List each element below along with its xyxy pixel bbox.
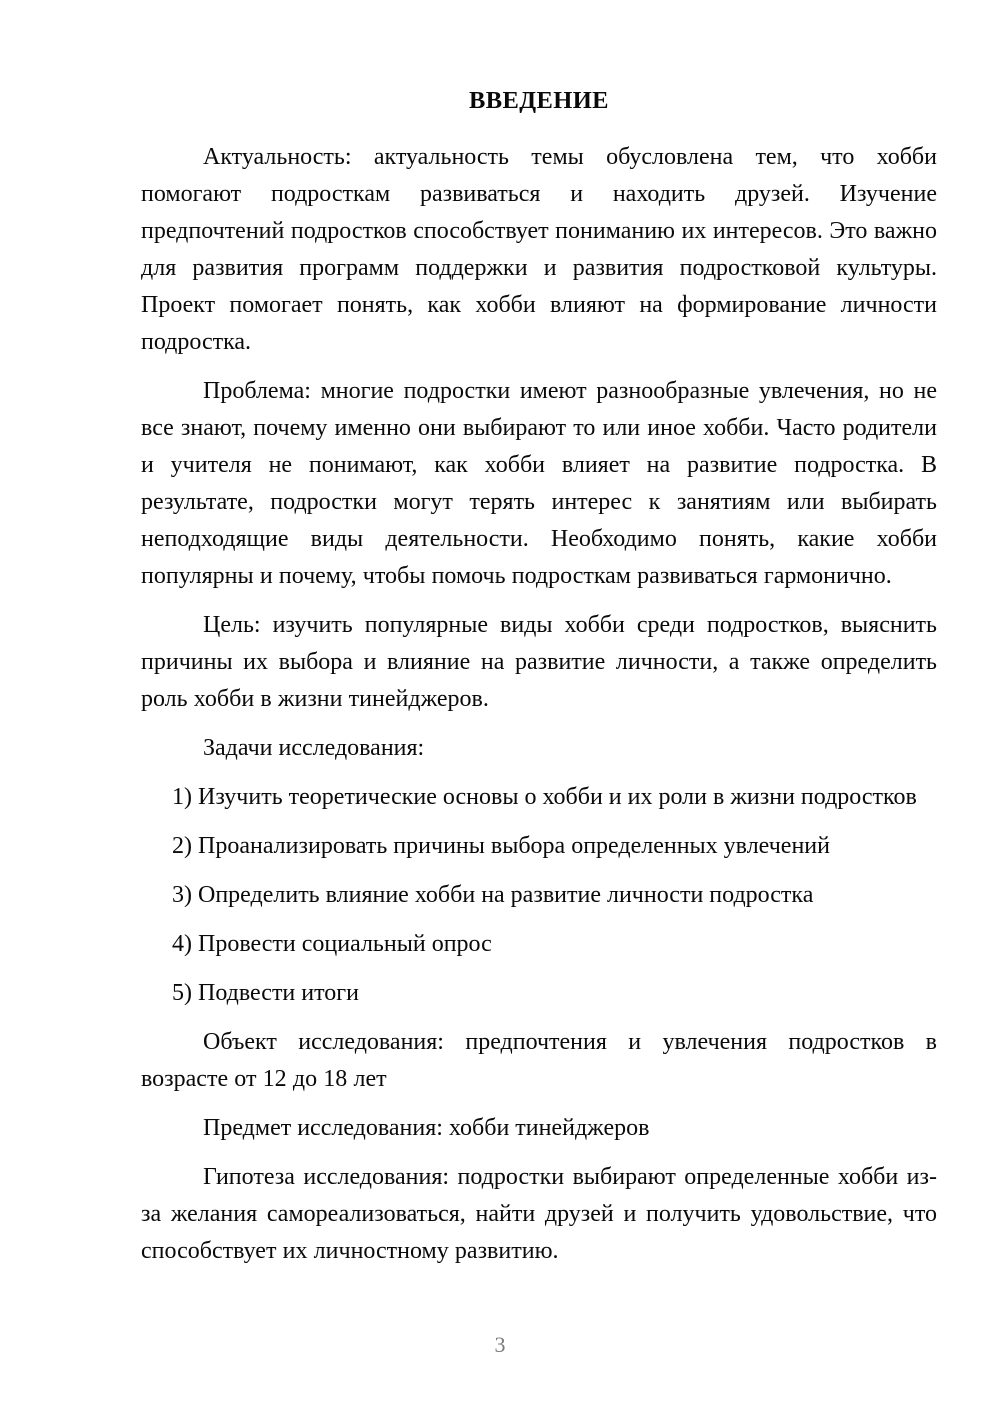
paragraph-subject: Предмет исследования: хобби тинейджеров <box>203 1114 650 1141</box>
list-item: 1) Изучить теоретические основы о хобби и их роли в жизни подростков <box>172 783 917 810</box>
paragraph-object: Объект исследования: предпочтения и увлечения подростков в возрасте от 12 до 18 лет <box>141 1028 937 1092</box>
page-number: 3 <box>494 1332 506 1357</box>
paragraph-goal: Цель: изучить популярные виды хобби среди подростков, выяснить причины их выбора и влияние на развитие личности, а также определить роль хобби в жизни тинейджеров. <box>141 611 937 712</box>
paragraph-problem: Проблема: многие подростки имеют разнообразные увлечения, но не все знают, почему именно они выбирают то или иное хобби. Часто родители и учителя не понимают, как хобби влияет на развитие подростка. В результате, подростки могут терять интерес к занятиям или выбирать неподходящие виды деятельности. Необходимо понять, какие хобби популярны и почему, чтобы помочь подросткам развиваться гармонично. <box>141 377 937 589</box>
tasks-heading: Задачи исследования: <box>203 734 425 761</box>
paragraph-hypothesis: Гипотеза исследования: подростки выбирают определенные хобби из-за желания самореализоваться, найти друзей и получить удовольствие, что способствует их личностному развитию. <box>141 1163 937 1264</box>
page-title: ВВЕДЕНИЕ <box>469 87 609 114</box>
list-item: 5) Подвести итоги <box>172 979 359 1006</box>
list-item: 4) Провести социальный опрос <box>172 930 492 957</box>
page-content <box>141 86 937 1282</box>
list-item: 3) Определить влияние хобби на развитие личности подростка <box>172 881 814 908</box>
list-item: 2) Проанализировать причины выбора определенных увлечений <box>172 832 830 859</box>
paragraph-relevance: Актуальность: актуальность темы обусловлена тем, что хобби помогают подросткам развиваться и находить друзей. Изучение предпочтений подростков способствует пониманию их интересов. Это важно для развития программ поддержки и развития подростковой культуры. Проект помогает понять, как хобби влияют на формирование личности подростка. <box>141 143 937 355</box>
